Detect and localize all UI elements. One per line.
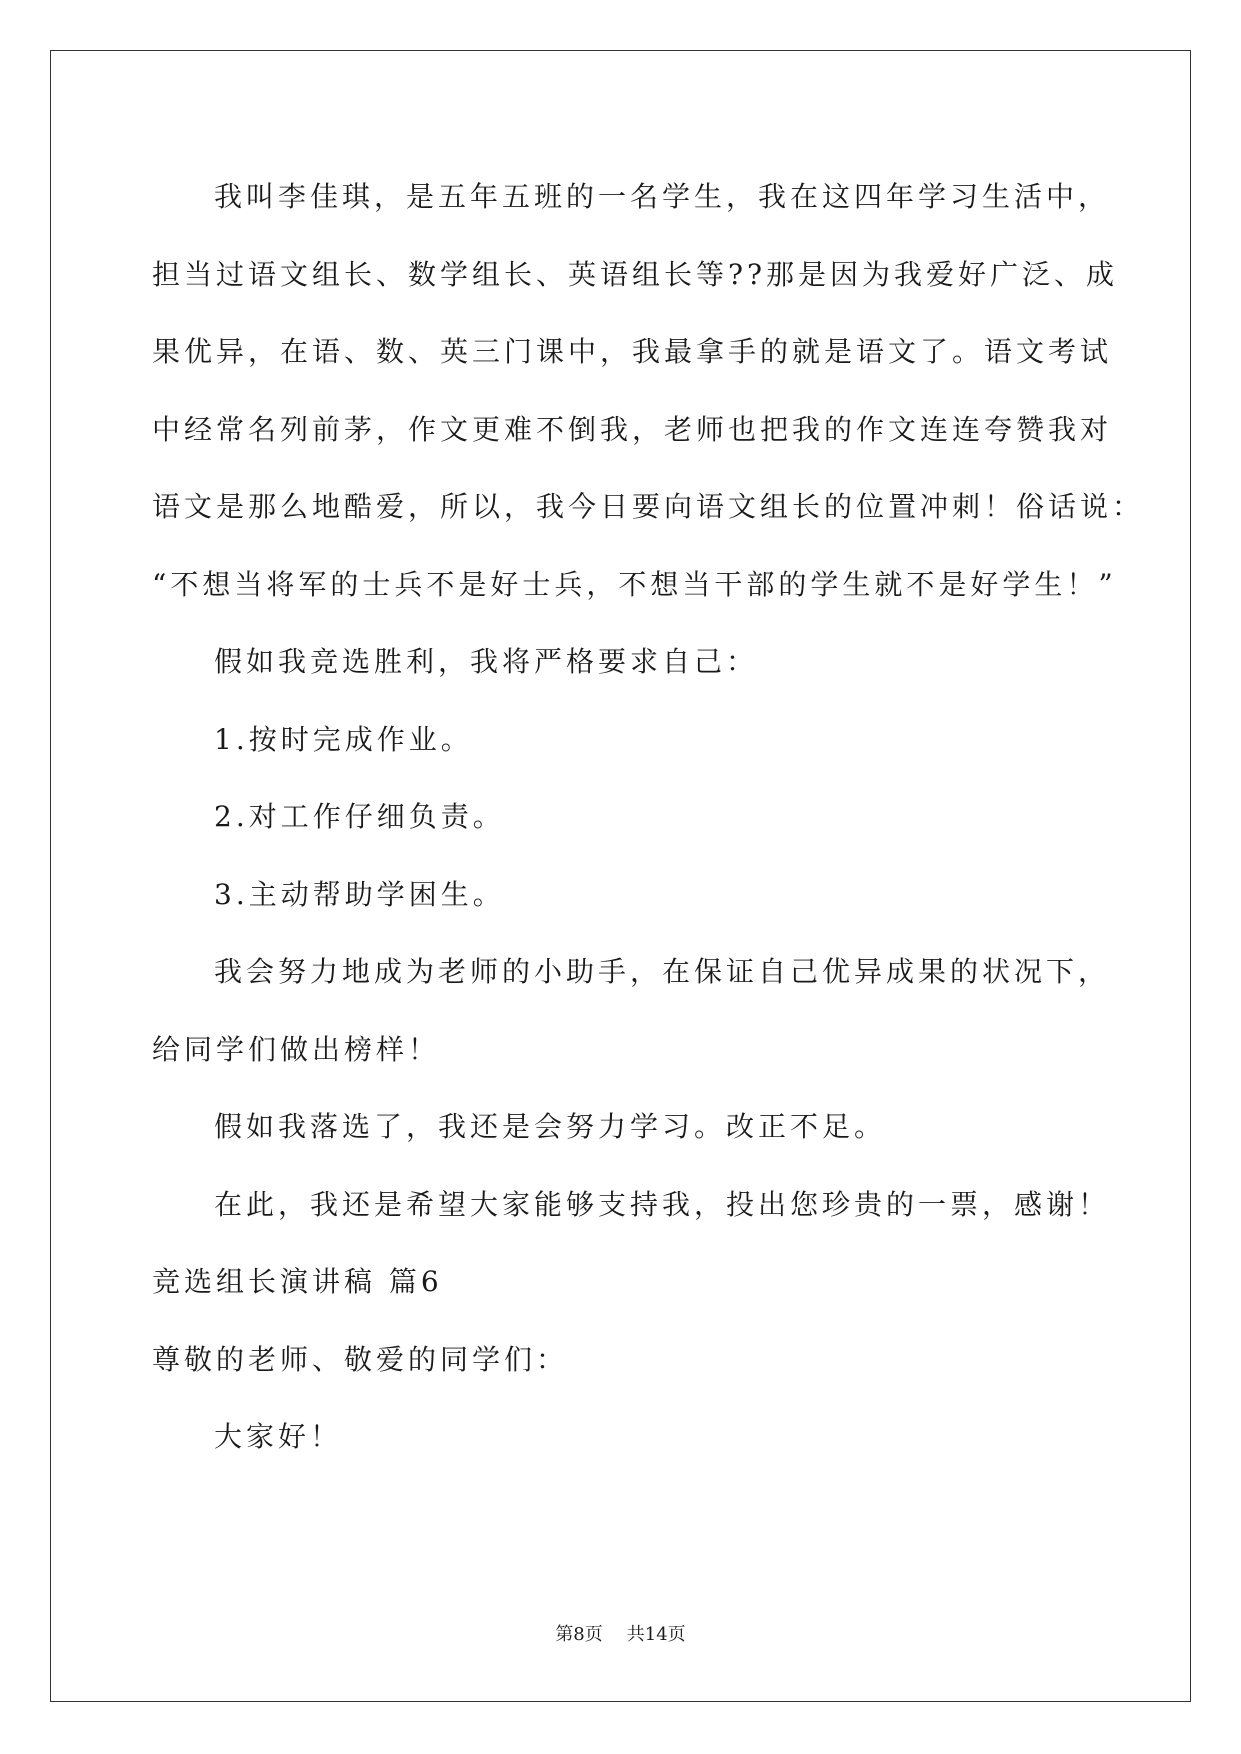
paragraph-line: 果优异，在语、数、英三门课中，我最拿手的就是语文了。语文考试: [152, 335, 1113, 368]
list-item: 1.按时完成作业。: [214, 722, 473, 756]
paragraph-line: 假如我竞选胜利，我将严格要求自己：: [214, 645, 759, 678]
paragraph-line: 担当过语文组长、数学组长、英语组长等??那是因为我爱好广泛、成: [152, 257, 1119, 291]
list-item: 3.主动帮助学困生。: [214, 877, 505, 911]
paragraph-line: 假如我落选了，我还是会努力学习。改正不足。: [214, 1110, 887, 1143]
list-item: 2.对工作仔细负责。: [214, 800, 505, 833]
page-number-total: 共14页: [626, 1624, 686, 1645]
document-body: [152, 158, 1145, 1476]
paragraph-line: 我叫李佳琪，是五年五班的一名学生，我在这四年学习生活中，: [214, 180, 1111, 213]
paragraph-line: 语文是那么地酷爱，所以，我今日要向语文组长的位置冲刺！俗话说：: [152, 490, 1145, 523]
section-heading: 竞选组长演讲稿 篇6: [152, 1265, 443, 1298]
paragraph-line: 给同学们做出榜样！: [152, 1032, 441, 1066]
paragraph-line: “不想当将军的士兵不是好士兵，不想当干部的学生就不是好学生！”: [152, 567, 1117, 601]
paragraph-line: 我会努力地成为老师的小助手，在保证自己优异成果的状况下，: [214, 955, 1111, 988]
page-footer: [0, 1620, 1241, 1646]
paragraph-line: 在此，我还是希望大家能够支持我，投出您珍贵的一票，感谢！: [214, 1187, 1111, 1221]
salutation: 尊敬的老师、敬爱的同学们：: [152, 1342, 569, 1376]
paragraph-line: 中经常名列前茅，作文更难不倒我，老师也把我的作文连连夸赞我对: [152, 412, 1113, 446]
page-number-current: 第8页: [555, 1624, 603, 1645]
greeting: 大家好！: [214, 1420, 343, 1453]
